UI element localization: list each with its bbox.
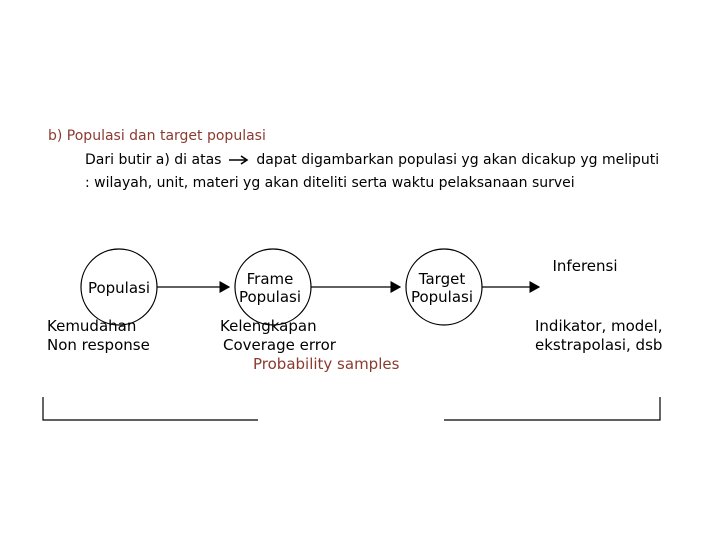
notes-inferensi [535,317,662,355]
note-frame-line-2: Coverage error [223,336,336,354]
section-heading: b) Populasi dan target populasi [48,128,266,144]
notes-populasi [47,317,150,355]
bracket-left [43,397,258,420]
node-frame-line-1: Frame [246,270,294,288]
paragraph-text-before-arrow: Dari butir a) di atas [85,152,222,168]
node-frame-line-2: Populasi [238,288,302,306]
note-inferensi-line-2: ekstrapolasi, dsb [535,336,663,354]
node-target-line-2: Populasi [410,288,474,306]
bracket-right [444,397,660,420]
note-frame-line-1: Kelengkapan [220,317,317,335]
node-populasi-label: Populasi [87,279,151,297]
node-inferensi-label: Inferensi [552,257,618,275]
notes-frame [220,317,399,374]
node-frame-populasi-label [230,270,310,306]
note-inferensi-line-1: Indikator, model, [535,317,663,335]
note-frame-line-3: Probability samples [253,355,400,373]
paragraph-line-2: : wilayah, unit, materi yg akan diteliti serta waktu pelaksanaan survei [85,175,575,191]
node-target-populasi-label [402,270,482,306]
note-populasi-line-2: Non response [47,336,150,354]
note-populasi-line-1: Kemudahan [47,317,137,335]
paragraph-text-after-arrow: dapat digambarkan populasi yg akan dicakup yg meliputi [256,152,660,168]
node-target-line-1: Target [418,270,466,288]
